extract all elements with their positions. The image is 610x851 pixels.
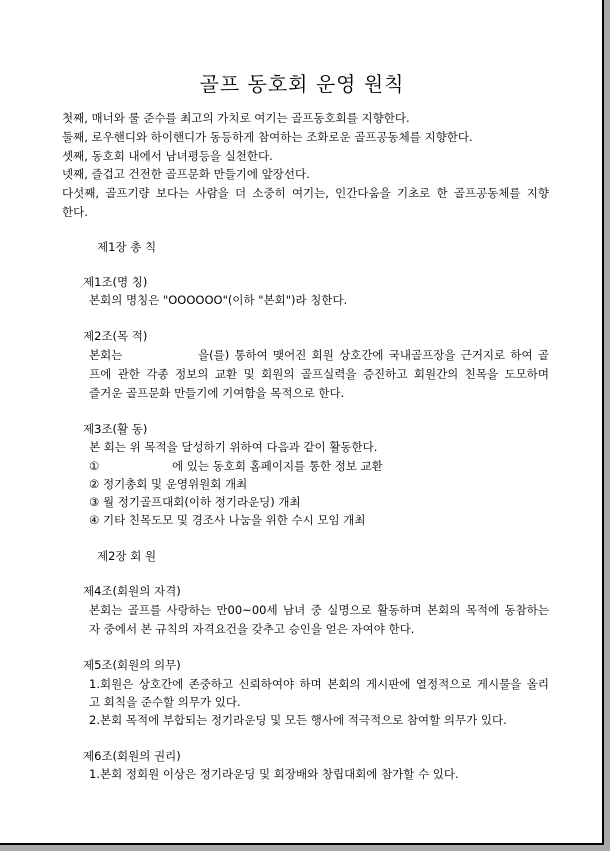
principle-3: 셋째, 동호회 내에서 남녀평등을 실천한다. — [62, 149, 273, 163]
chapter-2-heading: 제2장 회 원 — [97, 549, 157, 563]
article-4-line-2: 자 중에서 본 규칙의 자격요건을 갖추고 승인을 얻은 자여야 한다. — [89, 622, 415, 636]
article-5-heading: 제5조(회원의 의무) — [83, 658, 181, 672]
article-1-heading: 제1조(명 칭) — [83, 275, 148, 289]
article-2-line-1a: 본회는 — [89, 348, 123, 362]
article-2-line-1b: 을(를) 통하여 맺어진 회원 상호간에 국내골프장을 근거지로 하여 골 — [198, 348, 549, 362]
article-3-item-1: 에 있는 동호회 홈페이지를 통한 정보 교환 — [172, 459, 383, 473]
article-2-line-2: 프에 관한 각종 정보의 교환 및 회원의 골프실력을 증진하고 회원간의 친목을 도모하며 — [89, 367, 549, 381]
article-3-item-1-num: ① — [89, 459, 100, 473]
document-title: 골프 동호회 운영 원칙 — [199, 72, 405, 96]
chapter-1-heading: 제1장 총 칙 — [97, 240, 157, 254]
article-5-line-1: 1.회원은 상호간에 존중하고 신뢰하여야 하며 본회의 게시판에 열정적으로 게시물을 올리 — [89, 677, 549, 691]
article-2-line-3: 즐거운 골프문화 만들기에 기여함을 목적으로 한다. — [89, 386, 345, 400]
article-1-text: 본회의 명칭은 "OOOOOO"(이하 "본회")라 칭한다. — [89, 293, 348, 307]
article-3-item-3: ③ 월 정기골프대회(이하 정기라운딩) 개최 — [89, 495, 301, 509]
article-5-line-3: 2.본회 목적에 부합되는 정기라운딩 및 모든 행사에 적극적으로 참여할 의무가 있다. — [89, 713, 507, 727]
article-2-heading: 제2조(목 적) — [83, 329, 148, 343]
article-6-heading: 제6조(회원의 권리) — [83, 749, 181, 763]
article-4-line-1: 본회는 골프를 사랑하는 만00~00세 남녀 중 실명으로 활동하며 본회의 목적에 동참하는 — [89, 603, 549, 617]
principle-2: 둘째, 로우핸디와 하이핸디가 동등하게 참여하는 조화로운 골프공동체를 지향한다. — [62, 130, 473, 144]
principle-4: 넷째, 즐겁고 건전한 골프문화 만들기에 앞장선다. — [62, 167, 310, 181]
article-4-heading: 제4조(회원의 자격) — [83, 584, 181, 598]
article-6-line-1: 1.본회 정회원 이상은 정기라운딩 및 회장배와 창립대회에 참가할 수 있다. — [89, 767, 459, 781]
principle-5: 다섯째, 골프기량 보다는 사람을 더 소중히 여기는, 인간다움을 기초로 한 골프공동체를 지향 — [62, 186, 549, 200]
article-3-intro: 본 회는 위 목적을 달성하기 위하여 다음과 같이 활동한다. — [89, 440, 378, 454]
article-3-item-2: ② 정기총회 및 운영위원회 개최 — [89, 477, 248, 491]
principle-1: 첫째, 매너와 룰 준수를 최고의 가치로 여기는 골프동호회를 지향한다. — [62, 111, 410, 125]
article-3-item-4: ④ 기타 친목도모 및 경조사 나눔을 위한 수시 모임 개최 — [89, 513, 366, 527]
article-3-heading: 제3조(활 동) — [83, 422, 148, 436]
article-5-line-2: 고 회칙을 준수할 의무가 있다. — [89, 695, 241, 709]
principle-5-cont: 한다. — [62, 205, 88, 219]
